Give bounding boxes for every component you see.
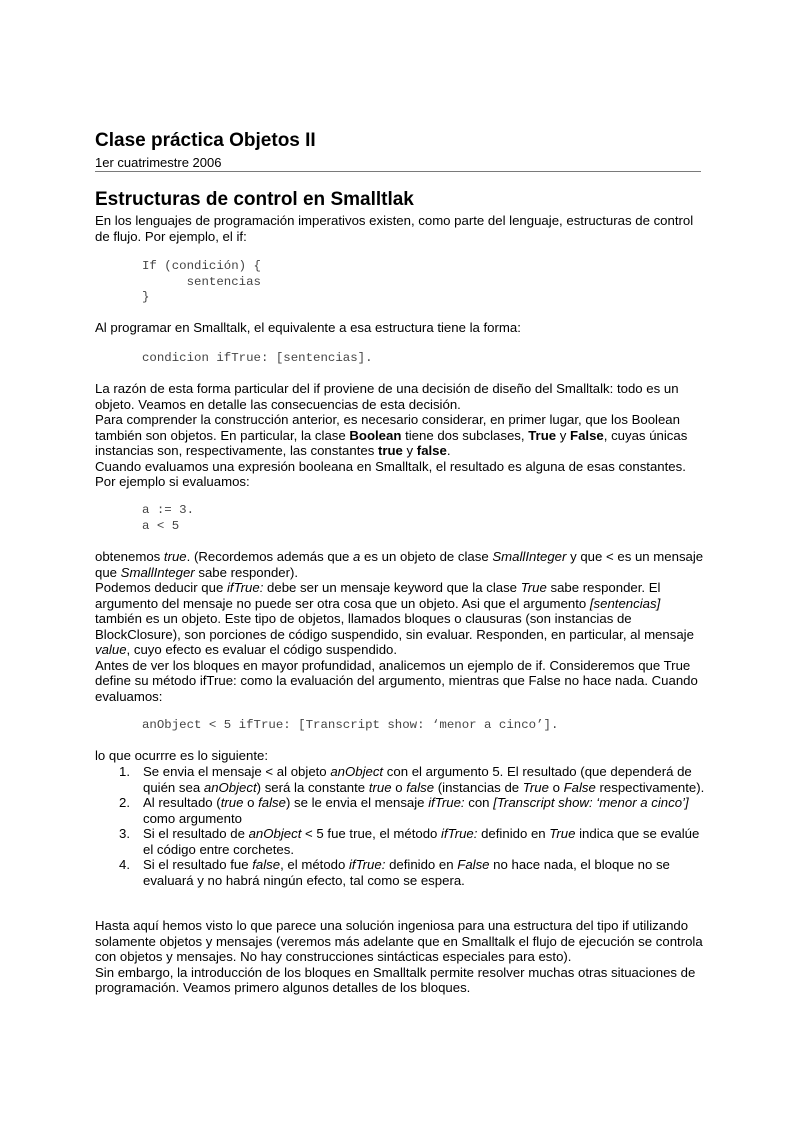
paragraph-line: Podemos deducir que ifTrue: debe ser un mensaje keyword que la clase True sabe responder. El argumento del mensaje no puede ser otra cosa que un objeto. Asi que el argumento [sentencias] también es un objeto. Este tipo de objetos, llamados bloques o clausuras (son instancias de BlockClosure), son porciones de código suspendido, sin evaluar. Responden, en particular, al mensaje value, cuyo efecto es evaluar el código suspendido.	[95, 580, 694, 657]
paragraph-line: Sin embargo, la introducción de los bloques en Smalltalk permite resolver muchas otras situaciones de programación. Veamos primero algunos detalles de los bloques.	[95, 964, 696, 995]
paragraph-line: Para comprender la construcción anterior, es necesario considerar, en primer lugar, que los Boolean también son objetos. En particular, la clase Boolean tiene dos subclases, True y False, cuyas únicas instancias son, respectivamente, las constantes true y false.	[95, 412, 688, 458]
code-line: a := 3.	[142, 503, 195, 517]
section-title: Estructuras de control en Smalltlak	[95, 189, 414, 210]
closing-paragraph	[95, 918, 707, 996]
smalltalk-paragraph: Al programar en Smalltalk, el equivalente a esa estructura tiene la forma:	[95, 320, 521, 335]
steps-intro: lo que ocurrre es lo siguiente:	[95, 748, 269, 763]
list-item: 2. Al resultado (true o false) se le envia el mensaje ifTrue: con [Transcript show: ‘menor a cinco’] como argumento	[119, 795, 689, 826]
paragraph-line: La razón de esta forma particular del if proviene de una decisión de diseño del Smalltalk: todo es un objeto. Veamos en detalle las consecuencias de esta decisión.	[95, 381, 679, 412]
list-item: 1. Se envia el mensaje < al objeto anObject con el argumento 5. El resultado (que dependerá de quién sea anObject) será la constante true o false (instancias de True o False respectivamente).	[119, 764, 705, 795]
paragraph-line: Antes de ver los bloques en mayor profundidad, analicemos un ejemplo de if. Consideremos que True define su método ifTrue: como la evaluación del argumento, mientras que False no hace nada. Cuando evaluamos:	[95, 657, 698, 704]
intro-paragraph: En los lenguajes de programación imperativos existen, como parte del lenguaje, estructuras de control de flujo. Por ejemplo, el if:	[95, 213, 694, 244]
header-divider	[95, 171, 701, 172]
code-block-if	[142, 259, 261, 306]
code-block-anobject: anObject < 5 ifTrue: [Transcript show: ‘menor a cinco’].	[142, 718, 559, 732]
document-title: Clase práctica Objetos II	[95, 130, 316, 151]
code-line: If (condición) {	[142, 259, 261, 273]
code-block-iftrue: condicion ifTrue: [sentencias].	[142, 351, 373, 365]
code-line: }	[142, 290, 150, 304]
list-item: 3. Si el resultado de anObject < 5 fue true, el método ifTrue: definido en True indica que se evalúe el código entre corchetes.	[119, 826, 700, 857]
steps-list	[95, 764, 707, 888]
paragraph-line: Hasta aquí hemos visto lo que parece una solución ingeniosa para una estructura del tipo if utilizando solamente objetos y mensajes (veremos más adelante que en Smalltalk el flujo de ejecución se controla con objetos y mensajes. No hay construcciones sintácticas especiales para esto).	[95, 918, 703, 964]
code-line: sentencias	[142, 274, 261, 289]
document-subtitle: 1er cuatrimestre 2006	[95, 155, 222, 170]
paragraph-line: obtenemos true. (Recordemos además que a es un objeto de clase SmallInteger y que < es un mensaje que SmallInteger sabe responder).	[95, 549, 704, 580]
code-line: a < 5	[142, 518, 180, 533]
blocks-explanation	[95, 549, 707, 704]
code-block-eval	[142, 503, 194, 534]
paragraph-line: Cuando evaluamos una expresión booleana en Smalltalk, el resultado es alguna de esas constantes. Por ejemplo si evaluamos:	[95, 458, 686, 489]
boolean-explanation	[95, 381, 707, 490]
list-item: 4. Si el resultado fue false, el método ifTrue: definido en False no hace nada, el bloque no se evaluará y no habrá ningún efecto, tal como se espera.	[119, 857, 670, 888]
